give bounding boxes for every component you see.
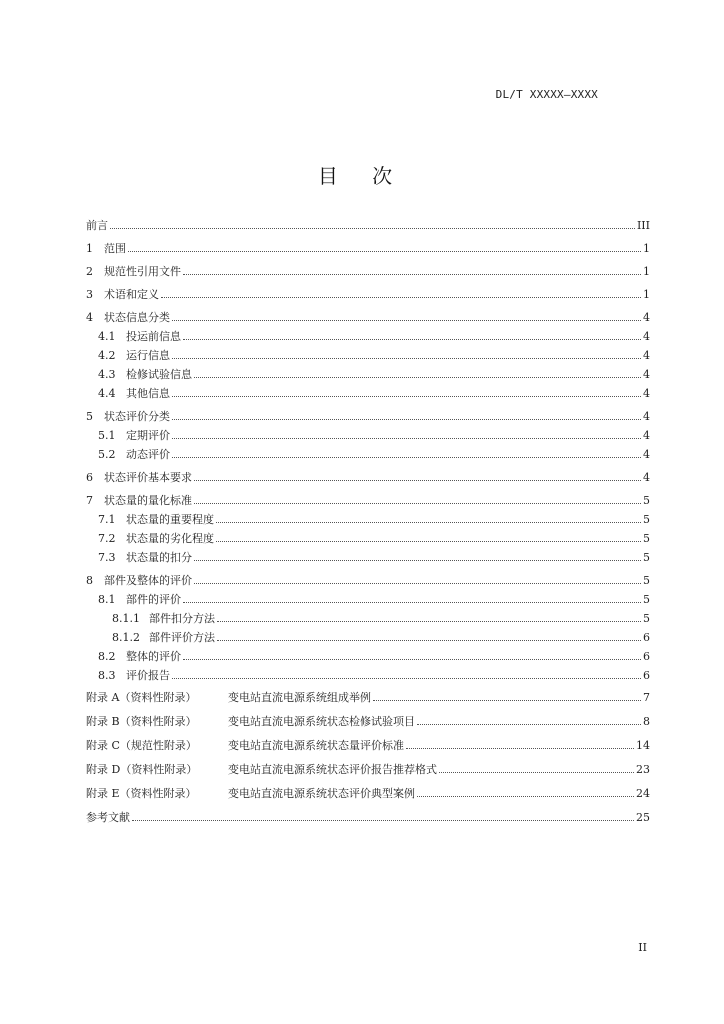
toc-leader (161, 297, 641, 298)
toc-title: 术语和定义 (104, 288, 159, 301)
toc-page: 5 (643, 593, 650, 606)
toc-leader (183, 274, 641, 275)
toc-entry[interactable] (86, 242, 650, 256)
toc-title: 状态信息分类 (104, 311, 170, 324)
toc-number: 8.1.2 (112, 631, 140, 644)
toc-page: 4 (643, 311, 650, 324)
toc-page: 1 (643, 265, 650, 278)
toc-number: 8 (86, 574, 93, 587)
toc-leader (172, 358, 641, 359)
toc-leader (217, 640, 641, 641)
toc-page: 4 (643, 349, 650, 362)
toc-page: 5 (643, 513, 650, 526)
toc-page: 6 (643, 669, 650, 682)
toc-number: 8.3 (98, 669, 116, 682)
toc-entry[interactable] (86, 349, 650, 363)
toc-entry[interactable] (86, 330, 650, 344)
toc-title: 变电站直流电源系统状态评价典型案例 (228, 787, 415, 800)
toc-leader (194, 560, 641, 561)
toc-leader (183, 339, 641, 340)
toc-leader (194, 583, 641, 584)
toc-entry[interactable] (86, 532, 650, 546)
toc-number: 4.4 (98, 387, 116, 400)
toc-title: 变电站直流电源系统组成举例 (228, 691, 371, 704)
toc-title: 状态量的扣分 (126, 551, 192, 564)
toc-title: 状态量的重要程度 (126, 513, 214, 526)
toc-number: 5.1 (98, 429, 116, 442)
toc-entry[interactable] (86, 513, 650, 527)
toc-leader (194, 377, 641, 378)
toc-entry-appendix[interactable] (86, 787, 650, 801)
toc-leader (216, 541, 641, 542)
toc-page: 25 (636, 811, 650, 824)
toc-title: 状态量的量化标准 (104, 494, 192, 507)
toc-title: 范围 (104, 242, 126, 255)
toc-title: 变电站直流电源系统状态量评价标准 (228, 739, 404, 752)
toc-title: 状态评价分类 (104, 410, 170, 423)
toc-leader (128, 251, 641, 252)
toc-entry[interactable] (86, 288, 650, 302)
toc-leader (172, 438, 641, 439)
toc-page: 4 (643, 448, 650, 461)
toc-page: 4 (643, 387, 650, 400)
toc-entry[interactable] (86, 494, 650, 508)
toc-number: 7.1 (98, 513, 116, 526)
toc-entry-appendix[interactable] (86, 691, 650, 705)
toc-page: 1 (643, 288, 650, 301)
toc-entry[interactable] (86, 612, 650, 626)
toc-leader (417, 796, 634, 797)
toc-page: 1 (643, 242, 650, 255)
toc-number: 8.1 (98, 593, 116, 606)
toc-title: 其他信息 (126, 387, 170, 400)
toc-leader (373, 700, 641, 701)
toc-page: 6 (643, 631, 650, 644)
toc-leader (172, 419, 641, 420)
toc-number: 5.2 (98, 448, 116, 461)
toc-title: 定期评价 (126, 429, 170, 442)
toc-title: 变电站直流电源系统状态评价报告推荐格式 (228, 763, 437, 776)
toc-entry[interactable] (86, 631, 650, 645)
toc-leader (417, 724, 641, 725)
toc-page: 7 (643, 691, 650, 704)
toc-entry[interactable] (86, 448, 650, 462)
toc-number: 8.1.1 (112, 612, 140, 625)
toc-leader (110, 228, 635, 229)
toc-leader (439, 772, 634, 773)
toc-page: 5 (643, 574, 650, 587)
toc-number: 附录 A（资料性附录） (86, 691, 197, 704)
toc-page: III (636, 219, 650, 232)
toc-number: 1 (86, 242, 93, 255)
toc-leader (216, 522, 641, 523)
toc-number: 7 (86, 494, 93, 507)
toc-leader (194, 480, 641, 481)
toc-title: 部件扣分方法 (149, 612, 215, 625)
toc-page: 5 (643, 551, 650, 564)
page-title: 目 次 (317, 164, 407, 188)
toc-entry[interactable] (86, 669, 650, 683)
document-code: DL/T XXXXX—XXXX (495, 88, 598, 101)
toc-title: 状态评价基本要求 (104, 471, 192, 484)
toc-leader (172, 678, 641, 679)
toc-entry-references[interactable] (86, 811, 650, 825)
toc-page: 4 (643, 330, 650, 343)
toc-entry[interactable] (86, 387, 650, 401)
toc-title: 部件及整体的评价 (104, 574, 192, 587)
table-of-contents (86, 219, 650, 825)
toc-number: 4.3 (98, 368, 116, 381)
toc-entry[interactable] (86, 429, 650, 443)
toc-entry-appendix[interactable] (86, 763, 650, 777)
toc-leader (194, 503, 641, 504)
toc-title: 评价报告 (126, 669, 170, 682)
toc-title: 规范性引用文件 (104, 265, 181, 278)
toc-title: 投运前信息 (126, 330, 181, 343)
toc-entry-appendix[interactable] (86, 715, 650, 729)
toc-leader (172, 320, 641, 321)
toc-number: 6 (86, 471, 93, 484)
toc-number: 2 (86, 265, 93, 278)
toc-entry[interactable] (86, 265, 650, 279)
toc-number: 4.2 (98, 349, 116, 362)
toc-entry[interactable] (86, 650, 650, 664)
toc-page: 23 (636, 763, 650, 776)
toc-page: 4 (643, 368, 650, 381)
toc-entry[interactable] (86, 574, 650, 588)
toc-number: 7.2 (98, 532, 116, 545)
toc-number: 附录 B（资料性附录） (86, 715, 197, 728)
toc-entry[interactable] (86, 410, 650, 424)
toc-title: 部件的评价 (126, 593, 181, 606)
toc-page: 24 (636, 787, 650, 800)
toc-leader (217, 621, 641, 622)
toc-number: 附录 C（规范性附录） (86, 739, 197, 752)
toc-entry[interactable] (86, 471, 650, 485)
toc-leader (406, 748, 634, 749)
toc-number: 5 (86, 410, 93, 423)
toc-entry[interactable] (86, 311, 650, 325)
toc-title: 变电站直流电源系统状态检修试验项目 (228, 715, 415, 728)
toc-number: 8.2 (98, 650, 116, 663)
page-number: II (638, 941, 647, 954)
toc-leader (183, 602, 641, 603)
toc-number: 3 (86, 288, 93, 301)
toc-title: 检修试验信息 (126, 368, 192, 381)
toc-entry-foreword[interactable] (86, 219, 650, 233)
toc-title: 前言 (86, 219, 108, 232)
toc-leader (172, 457, 641, 458)
toc-title: 整体的评价 (126, 650, 181, 663)
toc-entry-appendix[interactable] (86, 739, 650, 753)
toc-number: 7.3 (98, 551, 116, 564)
toc-entry[interactable] (86, 593, 650, 607)
toc-page: 5 (643, 612, 650, 625)
toc-number: 4.1 (98, 330, 116, 343)
toc-title: 状态量的劣化程度 (126, 532, 214, 545)
toc-page: 5 (643, 494, 650, 507)
toc-title: 参考文献 (86, 811, 130, 824)
toc-entry[interactable] (86, 368, 650, 382)
toc-title: 运行信息 (126, 349, 170, 362)
toc-page: 4 (643, 471, 650, 484)
toc-entry[interactable] (86, 551, 650, 565)
toc-leader (183, 659, 641, 660)
toc-number: 4 (86, 311, 93, 324)
toc-number: 附录 E（资料性附录） (86, 787, 197, 800)
toc-leader (172, 396, 641, 397)
toc-page: 4 (643, 429, 650, 442)
toc-title: 部件评价方法 (149, 631, 215, 644)
toc-page: 4 (643, 410, 650, 423)
toc-title: 动态评价 (126, 448, 170, 461)
toc-page: 8 (643, 715, 650, 728)
toc-number: 附录 D（资料性附录） (86, 763, 198, 776)
toc-leader (132, 820, 634, 821)
toc-page: 6 (643, 650, 650, 663)
toc-page: 5 (643, 532, 650, 545)
toc-page: 14 (636, 739, 650, 752)
